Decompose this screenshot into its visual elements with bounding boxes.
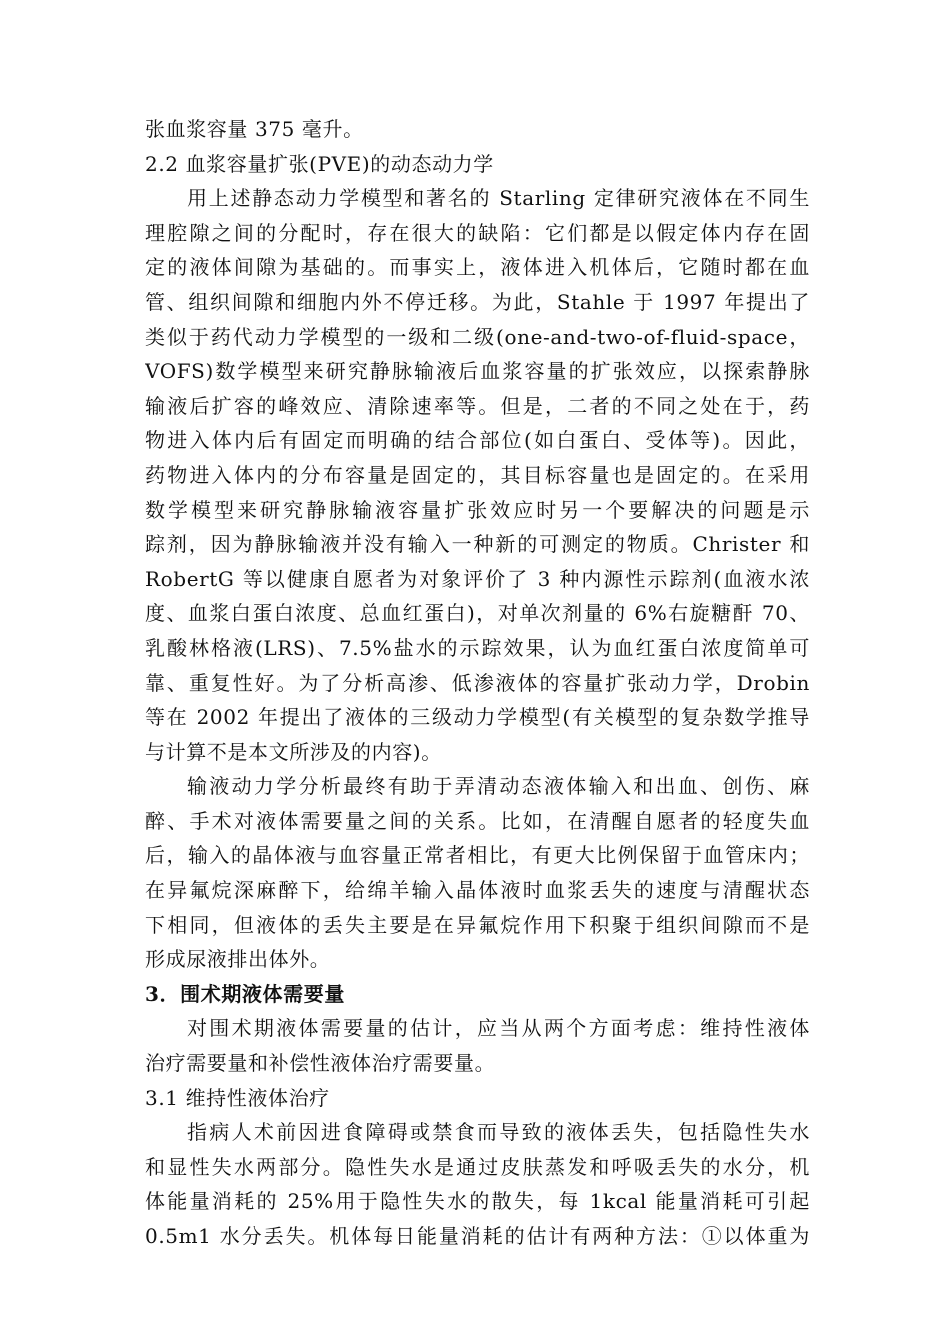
text-line: 物进入体内后有固定而明确的结合部位(如白蛋白、受体等)。因此， <box>145 428 810 453</box>
section-heading: 2.2 血浆容量扩张(PVE)的动态动力学 <box>145 151 494 176</box>
text-line: 体能量消耗的 25%用于隐性失水的散失，每 1kcal 能量消耗可引起 <box>145 1189 810 1214</box>
paragraph-first-line: 对围术期液体需要量的估计，应当从两个方面考虑：维持性液体 <box>187 1016 810 1041</box>
text-line: 管、组织间隙和细胞内外不停迁移。为此，Stahle 于 1997 年提出了 <box>145 289 810 314</box>
text-line: 理腔隙之间的分配时，存在很大的缺陷：它们都是以假定体内存在固 <box>145 220 810 245</box>
text-line: 乳酸林格液(LRS)、7.5%盐水的示踪效果，认为血红蛋白浓度简单可 <box>145 635 810 660</box>
section-heading: 3．围术期液体需要量 <box>145 981 345 1006</box>
text-line: RobertG 等以健康自愿者为对象评价了 3 种内源性示踪剂(血液水浓 <box>145 566 810 591</box>
text-line: 和显性失水两部分。隐性失水是通过皮肤蒸发和呼吸丢失的水分，机 <box>145 1154 810 1179</box>
text-line: 醉、手术对液体需要量之间的关系。比如，在清醒自愿者的轻度失血 <box>145 808 810 833</box>
paragraph-first-line: 输液动力学分析最终有助于弄清动态液体输入和出血、创伤、麻 <box>187 774 810 799</box>
text-line: 在异氟烷深麻醉下，给绵羊输入晶体液时血浆丢失的速度与清醒状态 <box>145 878 810 903</box>
text-line: 度、血浆白蛋白浓度、总血红蛋白)，对单次剂量的 6%右旋糖酐 70、 <box>145 601 810 626</box>
text-line: 靠、重复性好。为了分析高渗、低渗液体的容量扩张动力学，Drobin <box>145 670 810 695</box>
paragraph-first-line: 用上述静态动力学模型和著名的 Starling 定律研究液体在不同生 <box>187 186 810 211</box>
text-line: 定的液体间隙为基础的。而事实上，液体进入机体后，它随时都在血 <box>145 255 810 280</box>
text-line: VOFS)数学模型来研究静脉输液后血浆容量的扩张效应，以探索静脉 <box>145 359 810 384</box>
text-line: 输液后扩容的峰效应、清除速率等。但是，二者的不同之处在于，药 <box>145 393 810 418</box>
text-line: 类似于药代动力学模型的一级和二级(one-and-two-of-fluid-space， <box>145 324 810 349</box>
paragraph-last-line: 张血浆容量 375 毫升。 <box>145 117 364 141</box>
document-page <box>145 112 810 1254</box>
paragraph-last-line: 与计算不是本文所涉及的内容)。 <box>145 739 442 764</box>
text-line: 下相同，但液体的丢失主要是在异氟烷作用下积聚于组织间隙而不是 <box>145 912 810 937</box>
section-heading: 3.1 维持性液体治疗 <box>145 1085 330 1110</box>
text-line: 数学模型来研究静脉输液容量扩张效应时另一个要解决的问题是示 <box>145 497 810 522</box>
paragraph-last-line: 治疗需要量和补偿性液体治疗需要量。 <box>145 1051 496 1076</box>
paragraph-last-line: 形成尿液排出体外。 <box>145 947 331 972</box>
text-line: 等在 2002 年提出了液体的三级动力学模型(有关模型的复杂数学推导 <box>145 705 810 730</box>
text-line: 后，输入的晶体液与血容量正常者相比，有更大比例保留于血管床内； <box>145 843 810 868</box>
text-line: 踪剂，因为静脉输液并没有输入一种新的可测定的物质。Christer 和 <box>145 532 810 557</box>
paragraph-first-line: 指病人术前因进食障碍或禁食而导致的液体丢失，包括隐性失水 <box>187 1120 810 1145</box>
text-line: 0.5m1 水分丢失。机体每日能量消耗的估计有两种方法：①以体重为 <box>145 1224 810 1248</box>
text-line: 药物进入体内的分布容量是固定的，其目标容量也是固定的。在采用 <box>145 462 810 487</box>
